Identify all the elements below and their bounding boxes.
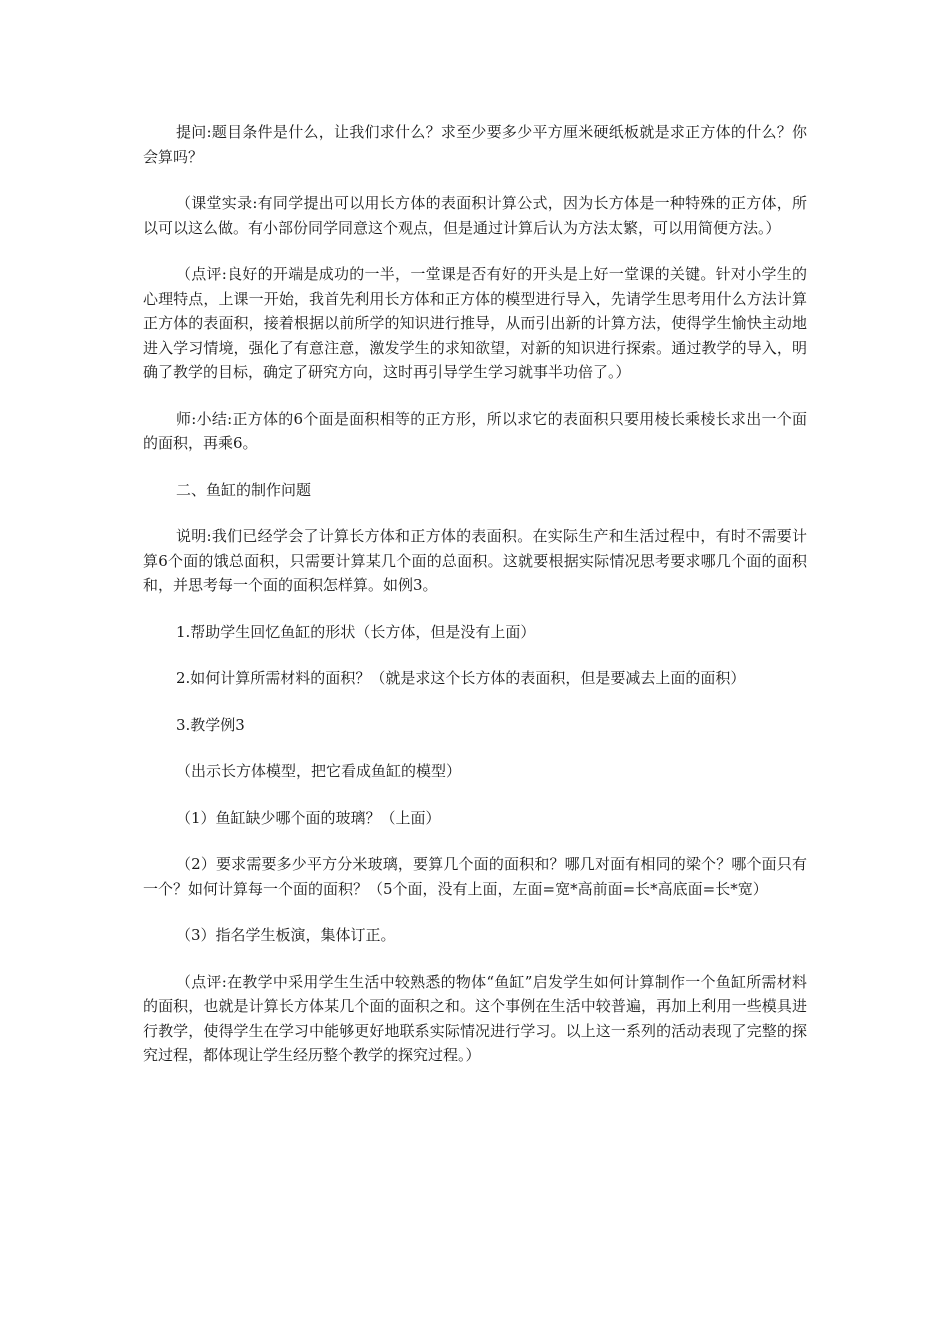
paragraph-comment-fish-tank: （点评:在教学中采用学生生活中较熟悉的物体“鱼缸”启发学生如何计算制作一个鱼缸所需材料的面积，也就是计算长方体某几个面的面积之和。这个事例在生活中较普遍，再加上利用一些模具进行教学，使得学生在学习中能够更好地联系实际情况进行学习。以上这一系列的活动表现了完整的探究过程，都体现让学生经历整个教学的探究过程。） <box>143 972 807 1064</box>
sub-item-3: （3）指名学生板演，集体订正。 <box>176 926 396 944</box>
paragraph-show-model: （出示长方体模型，把它看成鱼缸的模型） <box>176 762 462 780</box>
paragraph-explanation: 说明:我们已经学会了计算长方体和正方体的表面积。在实际生产和生活过程中，有时不需要计算6个面的饿总面积，只需要计算某几个面的总面积。这就要根据实际情况思考要求哪几个面的面积和，并思考每一个面的面积怎样算。如例3。 <box>143 527 807 594</box>
sub-item-2: （2）要求需要多少平方分米玻璃，要算几个面的面积和？哪几对面有相同的梁个？哪个面只有一个？如何计算每一个面的面积？（5个面，没有上面，左面=宽*高前面=长*高底面=长*宽） <box>143 855 807 898</box>
paragraph-comment-intro: （点评:良好的开端是成功的一半，一堂课是否有好的开头是上好一堂课的关键。针对小学生的心理特点，上课一开始，我首先利用长方体和正方体的模型进行导入，先请学生思考用什么方法计算正方体的表面积，接着根据以前所学的知识进行推导，从而引出新的计算方法，使得学生愉快主动地进入学习情境，强化了有意注意，激发学生的求知欲望，对新的知识进行探索。通过教学的导入，明确了教学的目标，确定了研究方向，这时再引导学生学习就事半功倍了。） <box>143 265 807 381</box>
list-item-1: 1.帮助学生回忆鱼缸的形状（长方体，但是没有上面） <box>176 622 536 641</box>
document-body <box>143 120 807 1090</box>
list-item-3: 3.教学例3 <box>176 715 245 734</box>
sub-item-1: （1）鱼缸缺少哪个面的玻璃？（上面） <box>176 808 441 827</box>
section-heading-fish-tank: 二、鱼缸的制作问题 <box>176 480 312 499</box>
list-item-2: 2.如何计算所需材料的面积？（就是求这个长方体的表面积，但是要减去上面的面积） <box>176 669 746 687</box>
paragraph-class-record: （课堂实录:有同学提出可以用长方体的表面积计算公式，因为长方体是一种特殊的正方体，所以可以这么做。有小部份同学同意这个观点，但是通过计算后认为方法太繁，可以用简便方法。） <box>143 194 807 237</box>
paragraph-teacher-summary: 师:小结:正方体的6个面是面积相等的正方形，所以求它的表面积只要用棱长乘棱长求出一个面的面积，再乘6。 <box>143 409 807 452</box>
paragraph-question: 提问:题目条件是什么，让我们求什么？求至少要多少平方厘米硬纸板就是求正方体的什么？你会算吗？ <box>143 123 807 166</box>
